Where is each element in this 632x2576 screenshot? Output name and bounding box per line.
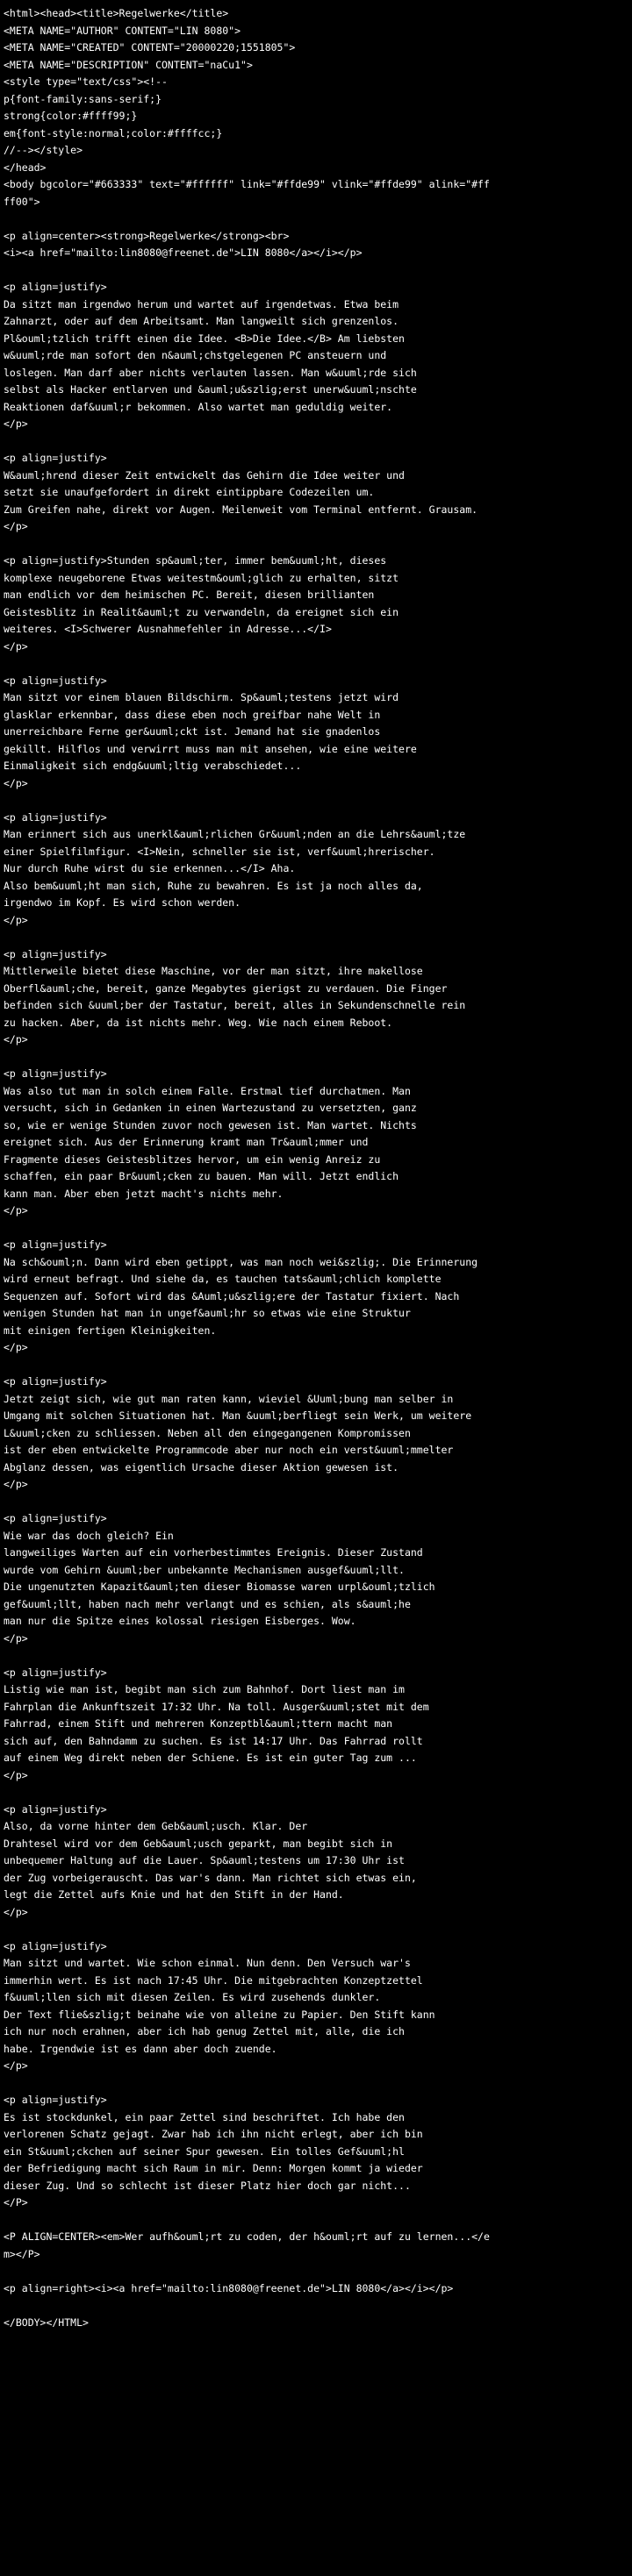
source-line bbox=[4, 1049, 632, 1067]
source-line: wird erneut befragt. Und siehe da, es tauchen tats&auml;chlich komplette bbox=[4, 1273, 442, 1285]
source-line bbox=[4, 1784, 632, 1802]
source-line: //--></style> bbox=[4, 144, 83, 156]
source-line: langweiliges Warten auf ein vorherbestimmtes Ereignis. Dieser Zustand bbox=[4, 1546, 423, 1559]
source-line bbox=[4, 1494, 632, 1511]
source-line: so, wie er wenige Stunden zuvor noch gewesen ist. Man wartet. Nichts bbox=[4, 1118, 417, 1131]
source-line: <META NAME="DESCRIPTION" CONTENT="naCu1"> bbox=[4, 58, 253, 71]
source-line: habe. Irgendwie ist es dann aber doch zuende. bbox=[4, 2042, 277, 2055]
source-line: Na sch&ouml;n. Dann wird eben getippt, was man noch wei&szlig;. Die Erinnerung bbox=[4, 1255, 478, 1268]
source-line bbox=[4, 262, 632, 280]
source-line: Mittlerweile bietet diese Maschine, vor der man sitzt, ihre makellose bbox=[4, 965, 423, 977]
source-line: Umgang mit solchen Situationen hat. Man &uuml;berfliegt sein Werk, um weitere bbox=[4, 1409, 472, 1422]
source-line: </p> bbox=[4, 2059, 28, 2072]
source-line: Also bem&uuml;ht man sich, Ruhe zu bewahren. Es ist ja noch alles da, bbox=[4, 879, 423, 892]
source-line: </p> bbox=[4, 1033, 28, 1045]
source-line: Fahrplan die Ankunftszeit 17:32 Uhr. Na toll. Ausger&uuml;stet mit dem bbox=[4, 1700, 429, 1713]
source-line bbox=[4, 2263, 632, 2280]
source-line: </p> bbox=[4, 639, 28, 653]
source-line: <META NAME="AUTHOR" CONTENT="LIN 8080"> bbox=[4, 24, 241, 37]
source-line: Wie war das doch gleich? Ein bbox=[4, 1529, 174, 1542]
source-line: <p align=center><strong>Regelwerke</strong><br> bbox=[4, 229, 290, 242]
source-line: mit einigen fertigen Kleinigkeiten. bbox=[4, 1324, 217, 1337]
source-line: selbst als Hacker entlarven und &auml;u&szlig;erst unerw&uuml;nschte bbox=[4, 383, 417, 396]
source-line bbox=[4, 655, 632, 673]
source-line: w&uuml;rde man sofort den n&auml;chstgelegenen PC ansteuern und bbox=[4, 349, 387, 361]
source-line: schaffen, ein paar Br&uuml;cken zu bauen. Man will. Jetzt endlich bbox=[4, 1170, 399, 1182]
source-line: <p align=justify> bbox=[4, 947, 107, 960]
source-line: </p> bbox=[4, 1204, 28, 1217]
source-line: Fragmente dieses Geistesblitzes hervor, um ein wenig Anreiz zu bbox=[4, 1152, 381, 1166]
source-line: unbequemer Haltung auf die Lauer. Sp&auml;testens um 17:30 Uhr ist bbox=[4, 1854, 405, 1866]
source-line: em{font-style:normal;color:#ffffcc;} bbox=[4, 126, 223, 139]
source-line: ist der eben entwickelte Programmcode aber nur noch ein verst&uuml;mmelter bbox=[4, 1444, 454, 1456]
source-line: Jetzt zeigt sich, wie gut man raten kann, wieviel &Uuml;bung man selber in bbox=[4, 1392, 454, 1405]
source-line: L&uuml;cken zu schliessen. Neben all den eingegangenen Kompromissen bbox=[4, 1426, 411, 1439]
source-line: </p> bbox=[4, 913, 28, 926]
source-line: ich nur noch erahnen, aber ich hab genug Zettel mit, alle, die ich bbox=[4, 2025, 405, 2037]
source-line: der Befriedigung macht sich Raum in mir. Denn: Morgen kommt ja wieder bbox=[4, 2162, 423, 2174]
source-line: Die ungenutzten Kapazit&auml;ten dieser Biomasse waren urpl&ouml;tzlich bbox=[4, 1581, 435, 1593]
source-line: ein St&uuml;ckchen auf seiner Spur gewesen. Ein tolles Gef&uuml;hl bbox=[4, 2144, 405, 2158]
source-line: sich auf, den Bahndamm zu suchen. Es ist 14:17 Uhr. Das Fahrrad rollt bbox=[4, 1734, 423, 1747]
source-line: m></P> bbox=[4, 2247, 40, 2260]
source-line: <p align=justify> bbox=[4, 1067, 107, 1080]
source-line bbox=[4, 929, 632, 946]
source-line bbox=[4, 1921, 632, 1938]
source-line: f&uuml;llen sich mit diesen Zeilen. Es wird zusehends dunkler. bbox=[4, 1991, 381, 2003]
source-line: man endlich vor dem heimischen PC. Bereit, diesen brillianten bbox=[4, 589, 375, 601]
source-line bbox=[4, 536, 632, 553]
source-line: Pl&ouml;tzlich trifft einen die Idee. <B>Die Idee.</B> Am liebsten bbox=[4, 332, 405, 345]
source-line: <p align=justify> bbox=[4, 1238, 107, 1251]
source-line: <p align=justify> bbox=[4, 674, 107, 687]
source-line: Man erinnert sich aus unerkl&auml;rlichen Gr&uuml;nden an die Lehrs&auml;tze bbox=[4, 828, 466, 840]
source-line bbox=[4, 2297, 632, 2315]
source-line: Abglanz dessen, was eigentlich Ursache dieser Aktion gewesen ist. bbox=[4, 1460, 399, 1474]
source-line: gef&uuml;llt, haben nach mehr verlangt und es schien, als s&auml;he bbox=[4, 1597, 411, 1610]
source-line bbox=[4, 792, 632, 810]
source-line: </p> bbox=[4, 417, 28, 430]
source-line: p{font-family:sans-serif;} bbox=[4, 92, 162, 105]
source-line bbox=[4, 1357, 632, 1374]
source-line: zu hacken. Aber, da ist nichts mehr. Weg. Wie nach einem Reboot. bbox=[4, 1016, 393, 1029]
source-line: <p align=justify> bbox=[4, 1802, 107, 1816]
source-line: W&auml;hrend dieser Zeit entwickelt das Gehirn die Idee weiter und bbox=[4, 468, 405, 482]
source-line: wenigen Stunden hat man in ungef&auml;hr so etwas wie eine Struktur bbox=[4, 1307, 411, 1319]
source-line: <p align=justify> bbox=[4, 1666, 107, 1679]
source-line: <p align=justify> bbox=[4, 1939, 107, 1952]
source-line: Es ist stockdunkel, ein paar Zettel sind beschriftet. Ich habe den bbox=[4, 2110, 405, 2123]
source-line: Also, da vorne hinter dem Geb&auml;usch. Klar. Der bbox=[4, 1820, 308, 1832]
source-line: strong{color:#ffff99;} bbox=[4, 110, 138, 122]
source-line: Fahrrad, einem Stift und mehreren Konzeptbl&auml;ttern macht man bbox=[4, 1717, 393, 1730]
source-line: </p> bbox=[4, 1905, 28, 1918]
source-line: Drahtesel wird vor dem Geb&auml;usch geparkt, man begibt sich in bbox=[4, 1837, 393, 1850]
source-line: <html><head><title>Regelwerke</title> bbox=[4, 7, 229, 19]
source-line: legt die Zettel aufs Knie und hat den Stift in der Hand. bbox=[4, 1888, 344, 1901]
source-line: <p align=justify> bbox=[4, 281, 107, 293]
source-line: Oberfl&auml;che, bereit, ganze Megabytes gierigst zu verdauen. Die Finger bbox=[4, 981, 448, 995]
source-line: Sequenzen auf. Sofort wird das &Auml;u&szlig;ere der Tastatur fixiert. Nach bbox=[4, 1289, 460, 1302]
source-line: Man sitzt vor einem blauen Bildschirm. Sp&auml;testens jetzt wird bbox=[4, 691, 399, 703]
source-line: Zahnarzt, oder auf dem Arbeitsamt. Man langweilt sich grenzenlos. bbox=[4, 315, 399, 327]
source-line: auf einem Weg direkt neben der Schiene. Es ist ein guter Tag zum ... bbox=[4, 1752, 417, 1764]
source-line: </BODY></HTML> bbox=[4, 2316, 89, 2329]
source-line: <META NAME="CREATED" CONTENT="20000220;1551805"> bbox=[4, 41, 296, 54]
source-line: </P> bbox=[4, 2196, 28, 2209]
source-line: kann man. Aber eben jetzt macht's nichts mehr. bbox=[4, 1187, 284, 1200]
source-line bbox=[4, 211, 632, 228]
source-line: weiteres. <I>Schwerer Ausnahmefehler in Adresse...</I> bbox=[4, 623, 332, 635]
source-line: setzt sie unaufgefordert in direkt eintippbare Codezeilen um. bbox=[4, 486, 375, 498]
source-line: </p> bbox=[4, 776, 28, 789]
source-line: </head> bbox=[4, 161, 47, 174]
source-line: <p align=justify> bbox=[4, 810, 107, 824]
source-line: </p> bbox=[4, 1341, 28, 1353]
source-line: <p align=justify> bbox=[4, 2094, 107, 2106]
source-line: <style type="text/css"><!-- bbox=[4, 75, 168, 88]
source-line: Zum Greifen nahe, direkt vor Augen. Meilenweit vom Terminal entfernt. Grausam. bbox=[4, 503, 478, 516]
source-line: <p align=right><i><a href="mailto:lin8080@freenet.de">LIN 8080</a></i></p> bbox=[4, 2281, 454, 2294]
source-line: man nur die Spitze eines kolossal riesigen Eisberges. Wow. bbox=[4, 1615, 356, 1627]
source-line: Einmaligkeit sich endg&uuml;ltig verabschiedet... bbox=[4, 760, 302, 772]
source-line: irgendwo im Kopf. Es wird schon werden. bbox=[4, 896, 241, 909]
source-line: Da sitzt man irgendwo herum und wartet auf irgendetwas. Etwa beim bbox=[4, 297, 399, 310]
source-line: der Zug vorbeigerauscht. Das war's dann. Man richtet sich etwas ein, bbox=[4, 1871, 417, 1884]
source-line: versucht, sich in Gedanken in einen Wartezustand zu versetzten, ganz bbox=[4, 1102, 417, 1114]
source-line: Listig wie man ist, begibt man sich zum Bahnhof. Dort liest man im bbox=[4, 1683, 405, 1695]
source-line: Nur durch Ruhe wirst du sie erkennen...</I> Aha. bbox=[4, 862, 296, 874]
source-line: </p> bbox=[4, 1478, 28, 1490]
source-line bbox=[4, 433, 632, 451]
source-line: Man sitzt und wartet. Wie schon einmal. Nun denn. Den Versuch war's bbox=[4, 1957, 411, 1969]
source-line bbox=[4, 2075, 632, 2093]
source-line: verlorenen Schatz gejagt. Zwar hab ich ihn nicht erlegt, aber ich bin bbox=[4, 2128, 423, 2140]
source-line: einer Spielfilmfigur. <I>Nein, schneller sie ist, verf&uuml;hrerischer. bbox=[4, 845, 435, 858]
source-line: </p> bbox=[4, 1768, 28, 1781]
source-line: <P ALIGN=CENTER><em>Wer aufh&ouml;rt zu coden, der h&ouml;rt auf zu lernen...</e bbox=[4, 2230, 490, 2243]
source-line: <i><a href="mailto:lin8080@freenet.de">LIN 8080</a></i></p> bbox=[4, 246, 363, 259]
source-line: <p align=justify>Stunden sp&auml;ter, immer bem&uuml;ht, dieses bbox=[4, 554, 387, 567]
source-line: wurde vom Gehirn &uuml;ber unbekannte Mechanismen ausgef&uuml;llt. bbox=[4, 1563, 405, 1576]
source-line: ereignet sich. Aus der Erinnerung kramt man Tr&auml;mmer und bbox=[4, 1136, 369, 1148]
source-line: <p align=justify> bbox=[4, 452, 107, 464]
source-line: <p align=justify> bbox=[4, 1375, 107, 1388]
source-line: loslegen. Man darf aber nichts verlauten lassen. Man w&uuml;rde sich bbox=[4, 366, 417, 379]
source-line: gekillt. Hilflos und verwirrt muss man mit ansehen, wie eine weitere bbox=[4, 742, 417, 755]
source-line bbox=[4, 1220, 632, 1238]
source-line bbox=[4, 1647, 632, 1665]
source-line bbox=[4, 2212, 632, 2230]
source-line: <body bgcolor="#663333" text="#ffffff" link="#ffde99" vlink="#ffde99" alink="#ff bbox=[4, 178, 490, 190]
source-line: komplexe neugeborene Etwas weitestm&ouml;glich zu erhalten, sitzt bbox=[4, 571, 399, 584]
source-line: Der Text flie&szlig;t beinahe wie von alleine zu Papier. Den Stift kann bbox=[4, 2008, 435, 2021]
source-line: befinden sich &uuml;ber der Tastatur, bereit, alles in Sekundenschnelle rein bbox=[4, 999, 466, 1011]
source-line: dieser Zug. Und so schlecht ist dieser Platz hier doch gar nicht... bbox=[4, 2179, 411, 2192]
source-line: unerreichbare Ferne ger&uuml;ckt ist. Jemand hat sie gnadenlos bbox=[4, 725, 381, 738]
source-line: Reaktionen daf&uuml;r bekommen. Also wartet man geduldig weiter. bbox=[4, 400, 393, 413]
source-line: Was also tut man in solch einem Falle. Erstmal tief durchatmen. Man bbox=[4, 1084, 411, 1097]
source-line: Geistesblitz in Realit&auml;t zu verwandeln, da ereignet sich ein bbox=[4, 605, 399, 618]
source-line: <p align=justify> bbox=[4, 1512, 107, 1524]
source-line: </p> bbox=[4, 520, 28, 532]
source-line: glasklar erkennbar, dass diese eben noch greifbar nahe Welt in bbox=[4, 708, 381, 721]
source-line: immerhin wert. Es ist nach 17:45 Uhr. Die mitgebrachten Konzeptzettel bbox=[4, 1973, 423, 1987]
source-line: </p> bbox=[4, 1631, 28, 1645]
source-line: ff00"> bbox=[4, 195, 40, 208]
